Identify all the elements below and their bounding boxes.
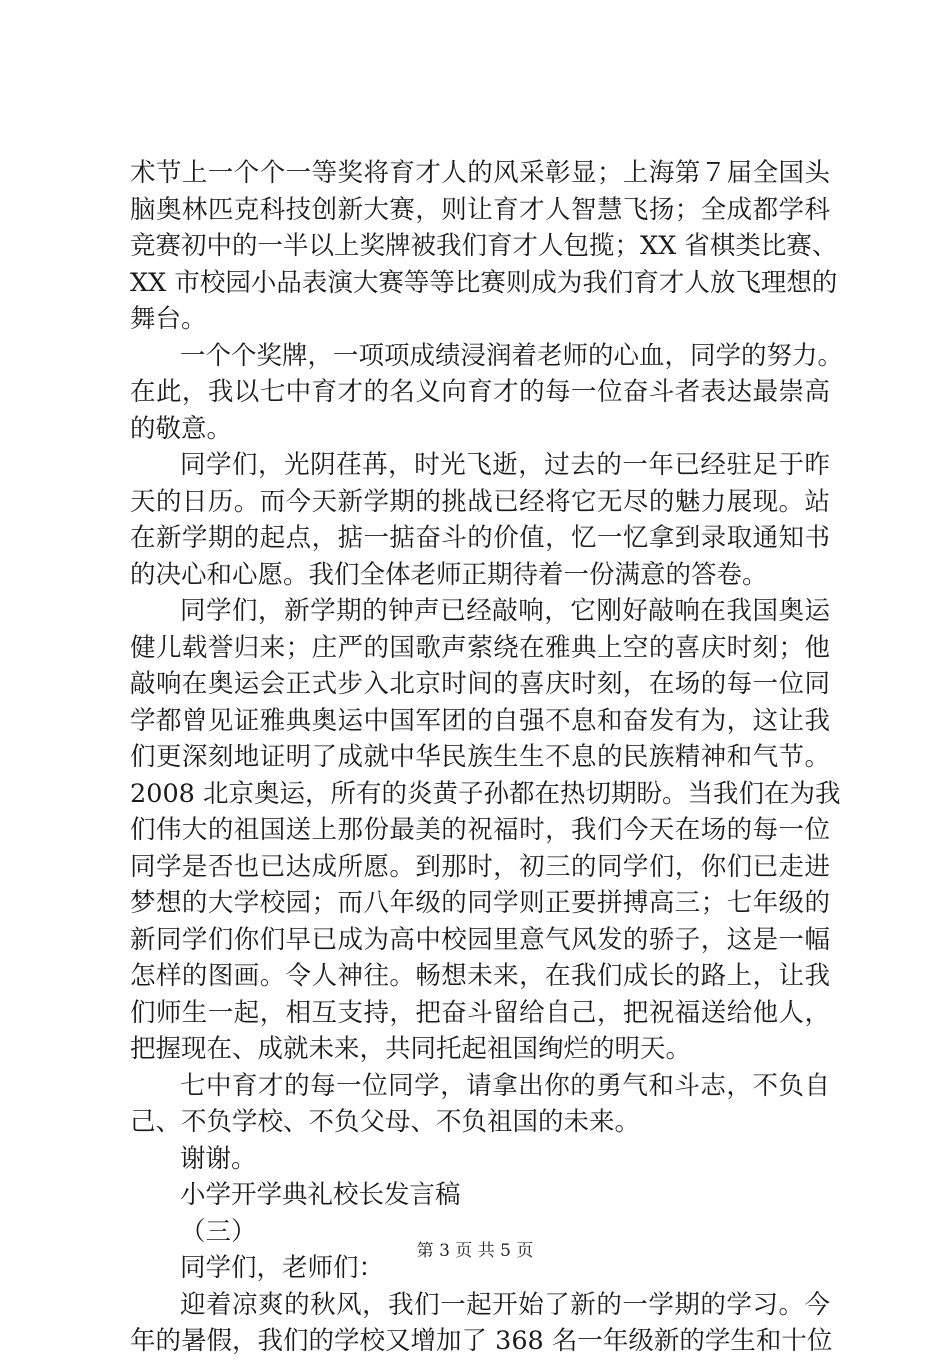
text-line: 己、不负学校、不负父母、不负祖国的未来。 [130, 1107, 641, 1137]
text-line: 同学们，新学期的钟声已经敲响，它刚好敲响在我国奥运 [180, 596, 830, 626]
text-line: 迎着凉爽的秋风，我们一起开始了新的一学期的学习。今 [180, 1289, 830, 1320]
text-line: 竞赛初中的一半以上奖牌被我们育才人包揽；XX 省棋类比赛、 [130, 231, 838, 261]
text-line: 新同学们你们早已成为高中校园里意气风发的骄子，这是一幅 [130, 924, 830, 955]
text-line: 健儿载誉归来；庄严的国歌声萦绕在雅典上空的喜庆时刻；他 [130, 632, 830, 663]
text-line: 舞台。 [130, 304, 207, 334]
text-line: （三） [180, 1216, 257, 1247]
text-line: 们更深刻地证明了成就中华民族生生不息的民族精神和气节。 [130, 742, 830, 772]
text-line: 脑奥林匹克科技创新大赛，则让育才人智慧飞扬；全成都学科 [130, 194, 830, 225]
text-line: 年的暑假，我们的学校又增加了 368 名一年级新的学生和十位 [130, 1326, 833, 1356]
text-line: 们师生一起，相互支持，把奋斗留给自己，把祝福送给他人， [130, 997, 830, 1028]
text-line: 怎样的图画。令人神往。畅想未来，在我们成长的路上，让我 [130, 961, 830, 991]
text-line: 2008 北京奥运，所有的炎黄子孙都在热切期盼。当我们在为我 [130, 778, 841, 809]
text-line: 七中育才的每一位同学，请拿出你的勇气和斗志，不负自 [180, 1070, 830, 1101]
text-line: 术节上一个个一等奖将育才人的风采彰显；上海第７届全国头 [130, 158, 830, 188]
text-line: XX 市校园小品表演大赛等等比赛则成为我们育才人放飞理想的 [130, 267, 838, 298]
text-line: 谢谢。 [180, 1143, 257, 1174]
text-line: 同学们，老师们： [180, 1253, 385, 1283]
document-body [130, 155, 844, 1360]
text-line: 把握现在、成就未来，共同托起祖国绚烂的明天。 [130, 1034, 692, 1064]
text-line: 学都曾见证雅典奥运中国军团的自强不息和奋发有为，这让我 [130, 705, 830, 736]
text-line: 的决心和心愿。我们全体老师正期待着一份满意的答卷。 [130, 559, 768, 590]
text-line: 同学们，光阴荏苒，时光飞逝，过去的一年已经驻足于昨 [180, 450, 830, 480]
text-line: 一个个奖牌，一项项成绩浸润着老师的心血，同学的努力。 [180, 340, 844, 371]
text-line: 在此，我以七中育才的名义向育才的每一位奋斗者表达最崇高 [130, 377, 830, 407]
text-line: 们伟大的祖国送上那份最美的祝福时，我们今天在场的每一位 [130, 815, 830, 845]
text-line: 小学开学典礼校长发言稿 [180, 1180, 461, 1210]
page-footer: 第 3 页 共 5 页 [416, 1241, 534, 1261]
text-line: 敲响在奥运会正式步入北京时间的喜庆时刻，在场的每一位同 [130, 669, 830, 699]
text-line: 在新学期的起点，掂一掂奋斗的价值，忆一忆拿到录取通知书 [130, 523, 830, 553]
text-line: 天的日历。而今天新学期的挑战已经将它无尽的魅力展现。站 [130, 486, 830, 517]
text-line: 梦想的大学校园；而八年级的同学则正要拼搏高三；七年级的 [130, 888, 830, 918]
text-line: 同学是否也已达成所愿。到那时，初三的同学们，你们已走进 [130, 851, 830, 882]
text-line: 的敬意。 [130, 413, 233, 444]
